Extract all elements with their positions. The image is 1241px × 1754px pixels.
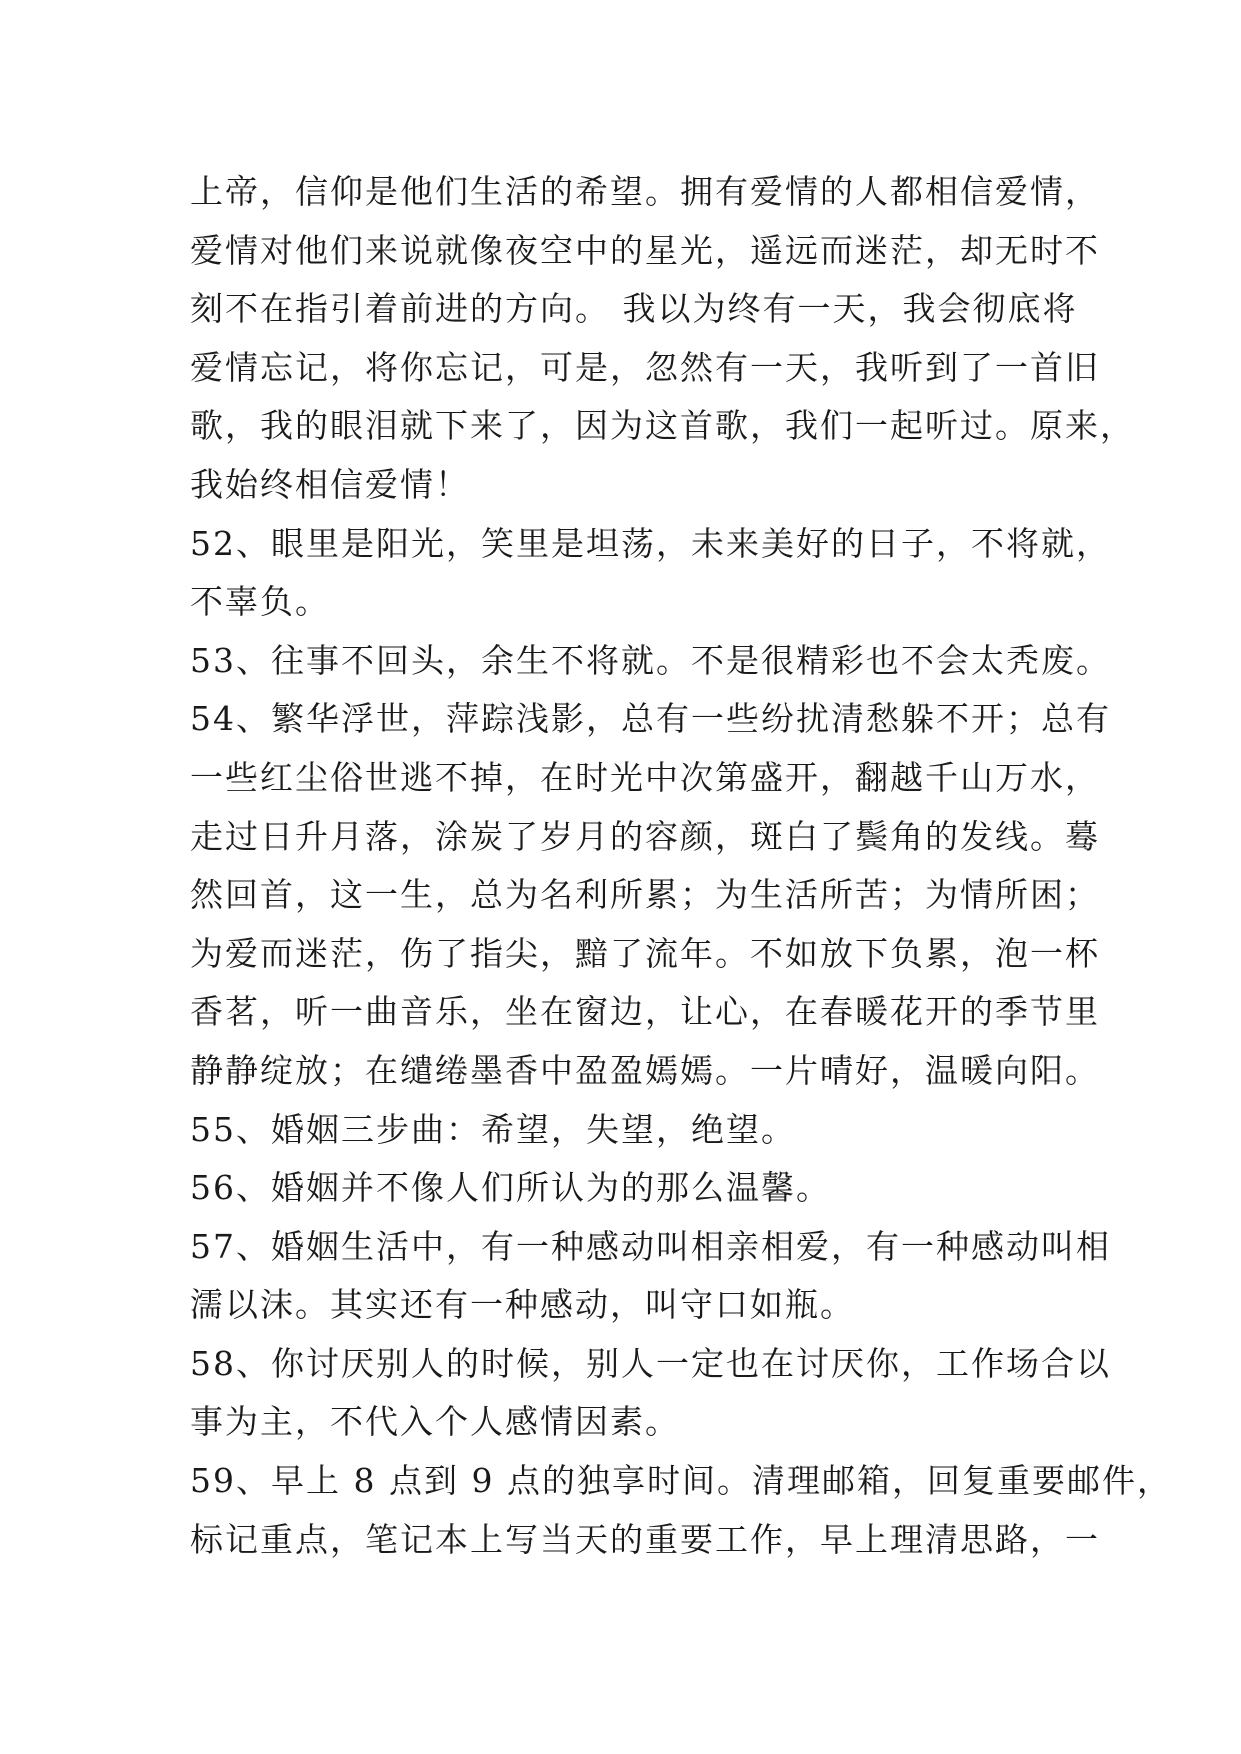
list-item-53: 53、往事不回头，余生不将就。不是很精彩也不会太秃废。 xyxy=(190,640,1111,680)
text-line: 歌，我的眼泪就下来了，因为这首歌，我们一起听过。原来， xyxy=(190,406,1135,446)
text-line: 爱情忘记，将你忘记，可是，忽然有一天，我听到了一首旧 xyxy=(190,347,1100,387)
text-line: 然回首，这一生，总为名利所累；为生活所苦；为情所困； xyxy=(190,875,1100,915)
text-line: 香茗，听一曲音乐，坐在窗边，让心，在春暖花开的季节里 xyxy=(190,992,1100,1032)
text-line: 标记重点，笔记本上写当天的重要工作，早上理清思路，一 xyxy=(190,1519,1100,1559)
list-item-59: 59、早上 8 点到 9 点的独享时间。清理邮箱，回复重要邮件， xyxy=(190,1461,1172,1501)
document-body xyxy=(190,163,1172,1569)
text-line: 我始终相信爱情！ xyxy=(190,464,470,504)
text-line: 静静绽放；在缱绻墨香中盈盈嫣嫣。一片晴好，温暖向阳。 xyxy=(190,1050,1100,1090)
list-item-58: 58、你讨厌别人的时候，别人一定也在讨厌你，工作场合以 xyxy=(190,1343,1111,1383)
text-line: 走过日升月落，涂炭了岁月的容颜，斑白了鬓角的发线。蓦 xyxy=(190,816,1100,856)
text-line: 爱情对他们来说就像夜空中的星光，遥远而迷茫，却无时不 xyxy=(190,230,1100,270)
list-item-57: 57、婚姻生活中，有一种感动叫相亲相爱，有一种感动叫相 xyxy=(190,1226,1111,1266)
list-item-54: 54、繁华浮世，萍踪浅影，总有一些纷扰清愁躲不开；总有 xyxy=(190,699,1111,739)
text-line: 上帝，信仰是他们生活的希望。拥有爱情的人都相信爱情， xyxy=(190,172,1100,211)
list-item-52: 52、眼里是阳光，笑里是坦荡，未来美好的日子，不将就， xyxy=(190,523,1111,563)
text-line: 为爱而迷茫，伤了指尖，黯了流年。不如放下负累，泡一杯 xyxy=(190,933,1100,973)
text-line: 刻不在指引着前进的方向。 我以为终有一天，我会彻底将 xyxy=(190,289,1078,329)
text-line: 不辜负。 xyxy=(190,582,330,622)
text-line: 事为主，不代入个人感情因素。 xyxy=(190,1402,680,1442)
text-line: 濡以沫。其实还有一种感动，叫守口如瓶。 xyxy=(190,1285,855,1325)
list-item-55: 55、婚姻三步曲：希望，失望，绝望。 xyxy=(190,1109,796,1149)
text-line: 一些红尘俗世逃不掉，在时光中次第盛开，翻越千山万水， xyxy=(190,757,1100,797)
list-item-56: 56、婚姻并不像人们所认为的那么温馨。 xyxy=(190,1168,831,1208)
